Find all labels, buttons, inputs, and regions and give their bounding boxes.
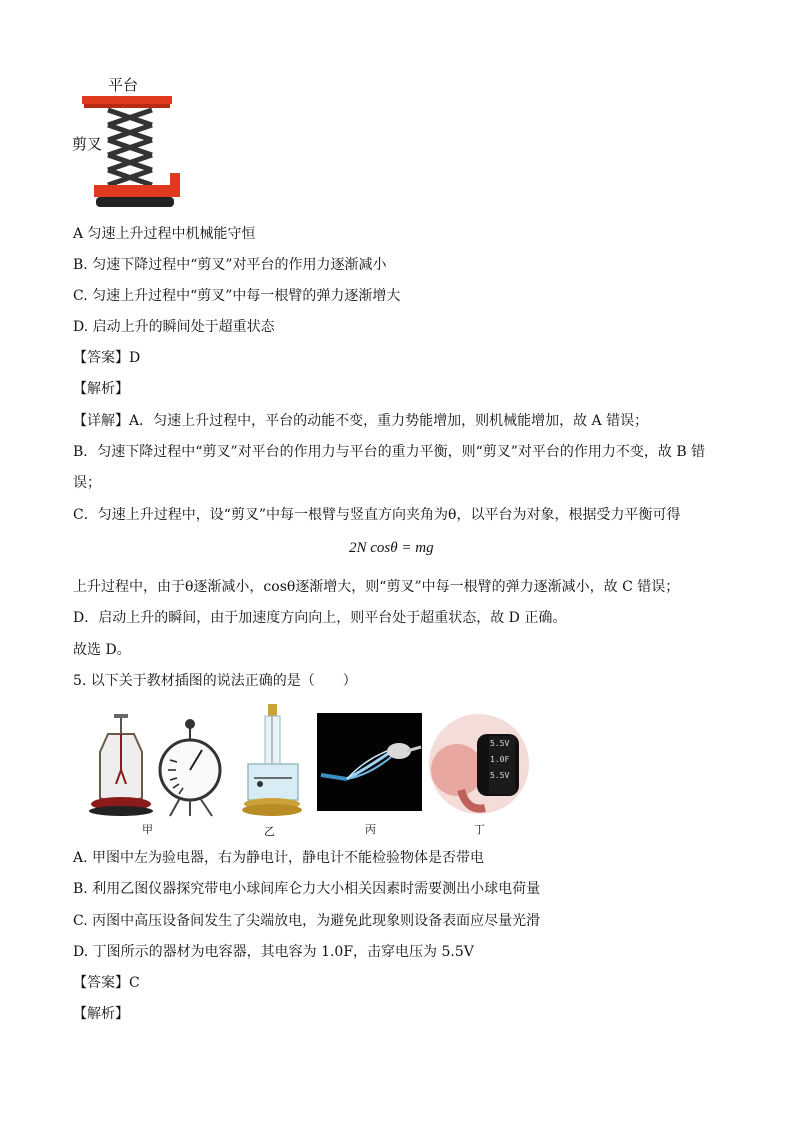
q5-answer: 【答案】C (73, 975, 140, 991)
equilibrium-formula: 2N cosθ = mg (349, 540, 434, 556)
q4-detail-d: D．启动上升的瞬间，由于加速度方向向上，则平台处于超重状态，故 D 正确。 (73, 610, 567, 626)
electrometer-figure (158, 718, 228, 818)
capacitor-photo-illustration (427, 712, 531, 816)
q5-option-a: A. 甲图中左为验电器，右为静电计，静电计不能检验物体是否带电 (73, 850, 485, 866)
q4-option-a: A 匀速上升过程中机械能守恒 (73, 226, 256, 242)
q4-analysis-title: 【解析】 (73, 381, 129, 397)
caption-bing: 丙 (365, 823, 376, 836)
q4-detail-c1: C．匀速上升过程中，设“剪叉”中每一根臂与竖直方向夹角为θ，以平台为对象，根据受力平衡可得 (73, 507, 681, 523)
q5-option-c: C. 丙图中高压设备间发生了尖端放电，为避免此现象则设备表面应尽量光滑 (73, 913, 541, 929)
caption-ding: 丁 (474, 823, 485, 836)
electroscope-illustration (86, 712, 156, 817)
q4-option-d: D. 启动上升的瞬间处于超重状态 (73, 319, 275, 335)
capacitor-voltage-label-top: 5.5V (490, 739, 510, 748)
capacitor-figure (427, 712, 531, 816)
q4-answer: 【答案】D (73, 350, 141, 366)
q5-stem: 5. 以下关于教材插图的说法正确的是（ ） (73, 673, 357, 689)
q5-option-b: B. 利用乙图仪器探究带电小球间库仑力大小相关因素时需要测出小球电荷量 (73, 881, 541, 897)
torsion-balance-illustration (240, 702, 305, 820)
q4-detail-c2: 上升过程中，由于θ逐渐减小，cosθ逐渐增大，则“剪叉”中每一根臂的弹力逐渐减小，故 C 错误； (73, 579, 680, 595)
q4-detail-a: 【详解】A．匀速上升过程中，平台的动能不变，重力势能增加，则机械能增加，故 A 错误； (73, 413, 649, 429)
corona-discharge-illustration (317, 713, 422, 811)
torsion-balance-figure (240, 702, 305, 820)
q4-option-c: C. 匀速上升过程中“剪叉”中每一根臂的弹力逐渐增大 (73, 288, 401, 304)
q4-detail-b2: 误； (73, 475, 101, 491)
corona-discharge-figure (317, 713, 422, 811)
caption-yi: 乙 (264, 825, 275, 838)
scissor-label: 剪叉 (72, 135, 103, 153)
electroscope-figure (86, 712, 156, 817)
electrometer-illustration (158, 718, 228, 818)
caption-jia: 甲 (142, 823, 153, 836)
capacitor-voltage-label-bottom: 5.5V (490, 771, 510, 780)
q4-detail-b1: B．匀速下降过程中“剪叉”对平台的作用力与平台的重力平衡，则“剪叉”对平台的作用力不变，故 B 错 (73, 444, 706, 460)
q4-option-b: B. 匀速下降过程中“剪叉”对平台的作用力逐渐减小 (73, 257, 387, 273)
q4-conclusion: 故选 D。 (73, 642, 131, 658)
q5-option-d: D. 丁图所示的器材为电容器，其电容为 1.0F，击穿电压为 5.5V (73, 944, 474, 960)
platform-label: 平台 (108, 76, 139, 94)
capacitor-capacitance-label: 1.0F (490, 755, 510, 764)
q5-analysis-title: 【解析】 (73, 1006, 129, 1022)
